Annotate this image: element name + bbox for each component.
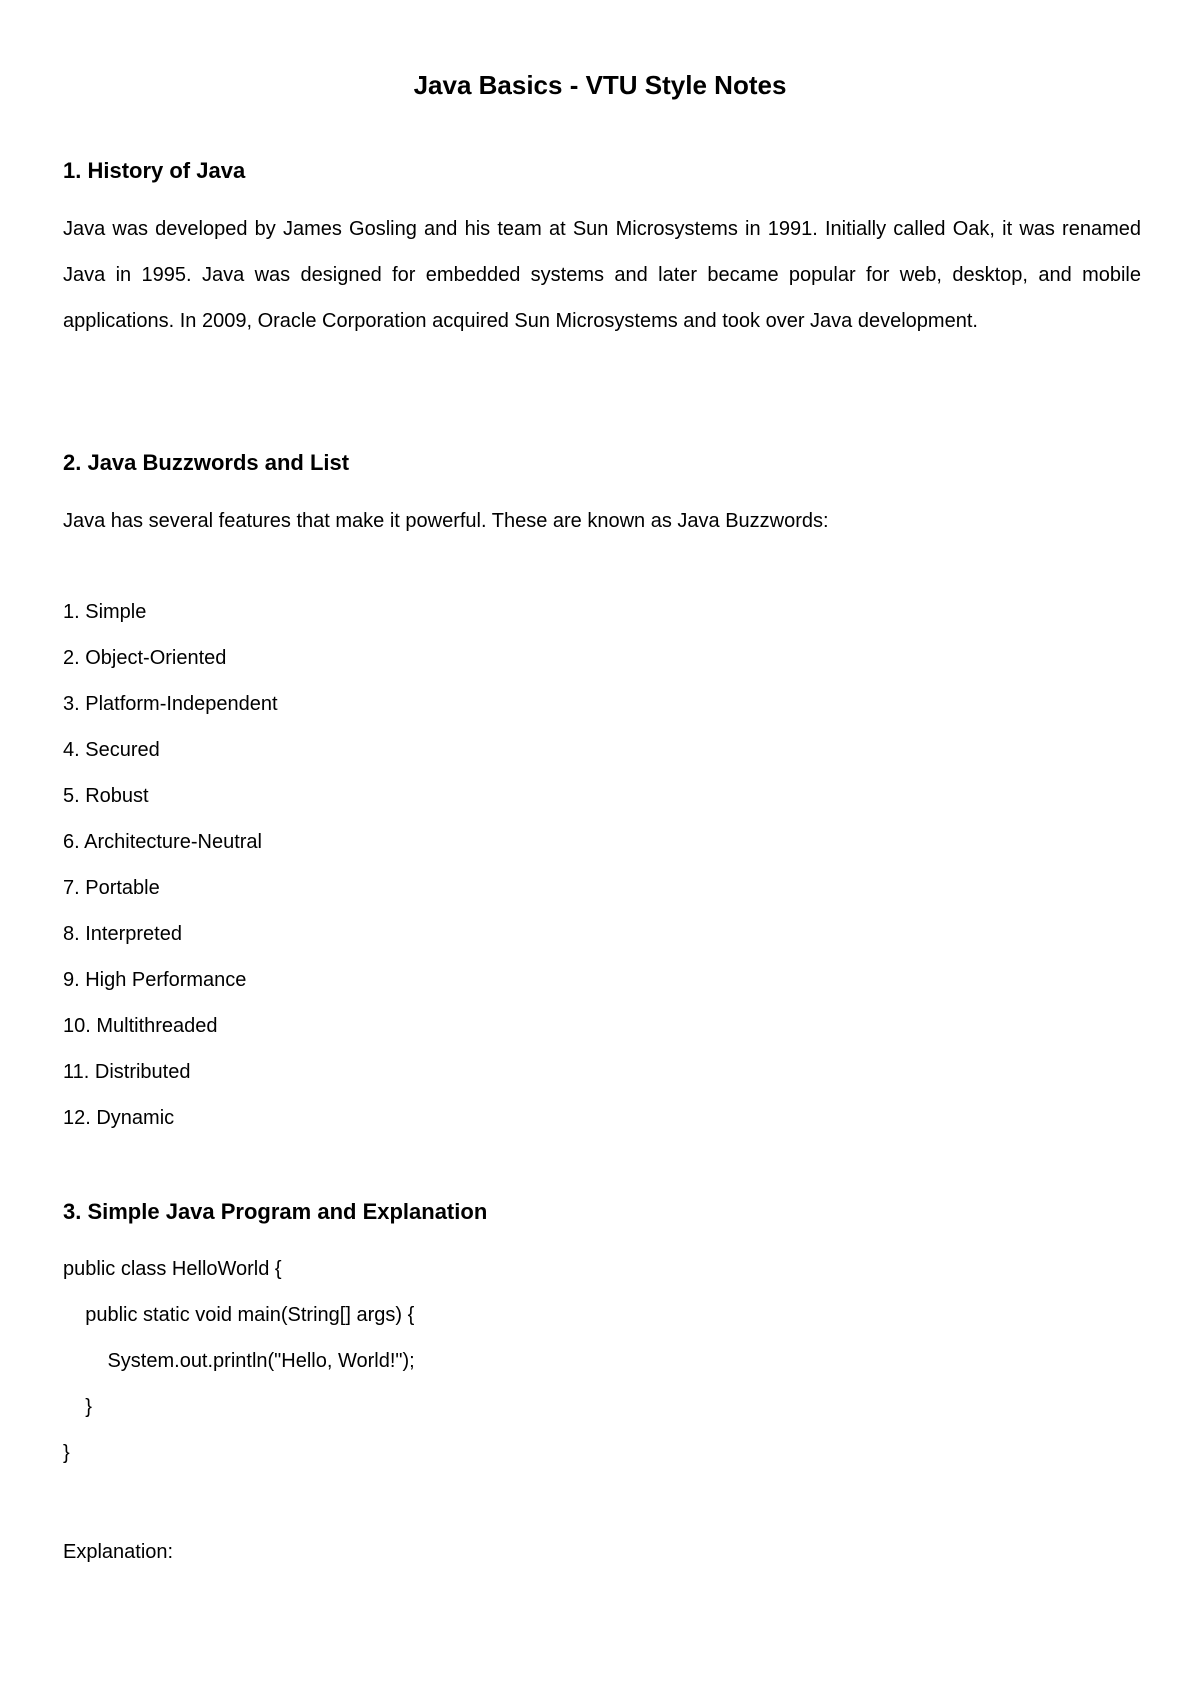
list-item: 3. Platform-Independent: [63, 693, 278, 715]
list-item: 12. Dynamic: [63, 1107, 175, 1129]
history-paragraph: Java was developed by James Gosling and his team at Sun Microsystems in 1991. Initially called Oak, it was renamed Java in 1995. Java was designed for embedded systems and later became popular for web, desktop, and mobile applications. In 2009, Oracle Corporation acquired Sun Microsystems and took over Java development.: [63, 218, 1141, 332]
list-item: 10. Multithreaded: [63, 1015, 218, 1037]
code-snippet: [63, 1254, 415, 1484]
document-title: Java Basics - VTU Style Notes: [413, 70, 787, 100]
section-heading-buzzwords: 2. Java Buzzwords and List: [63, 450, 350, 475]
list-item: 1. Simple: [63, 601, 147, 623]
section-heading-history: 1. History of Java: [63, 158, 246, 183]
list-item: 8. Interpreted: [63, 923, 182, 945]
section-heading-program: 3. Simple Java Program and Explanation: [63, 1199, 488, 1224]
list-item: 7. Portable: [63, 877, 160, 899]
list-item: 4. Secured: [63, 739, 160, 761]
list-item: 2. Object-Oriented: [63, 647, 227, 669]
list-item: 5. Robust: [63, 785, 149, 807]
code-line: public class HelloWorld {: [63, 1258, 282, 1280]
code-line: }: [63, 1396, 92, 1418]
list-item: 6. Architecture-Neutral: [63, 831, 262, 853]
buzzwords-intro: Java has several features that make it powerful. These are known as Java Buzzwords:: [63, 510, 829, 532]
buzzwords-list: [63, 597, 278, 1149]
code-line: public static void main(String[] args) {: [63, 1304, 415, 1326]
list-item: 9. High Performance: [63, 969, 247, 991]
code-line: }: [63, 1442, 70, 1464]
list-item: 11. Distributed: [63, 1061, 191, 1083]
code-line: System.out.println("Hello, World!");: [63, 1350, 415, 1372]
explanation-label: Explanation:: [63, 1541, 174, 1563]
